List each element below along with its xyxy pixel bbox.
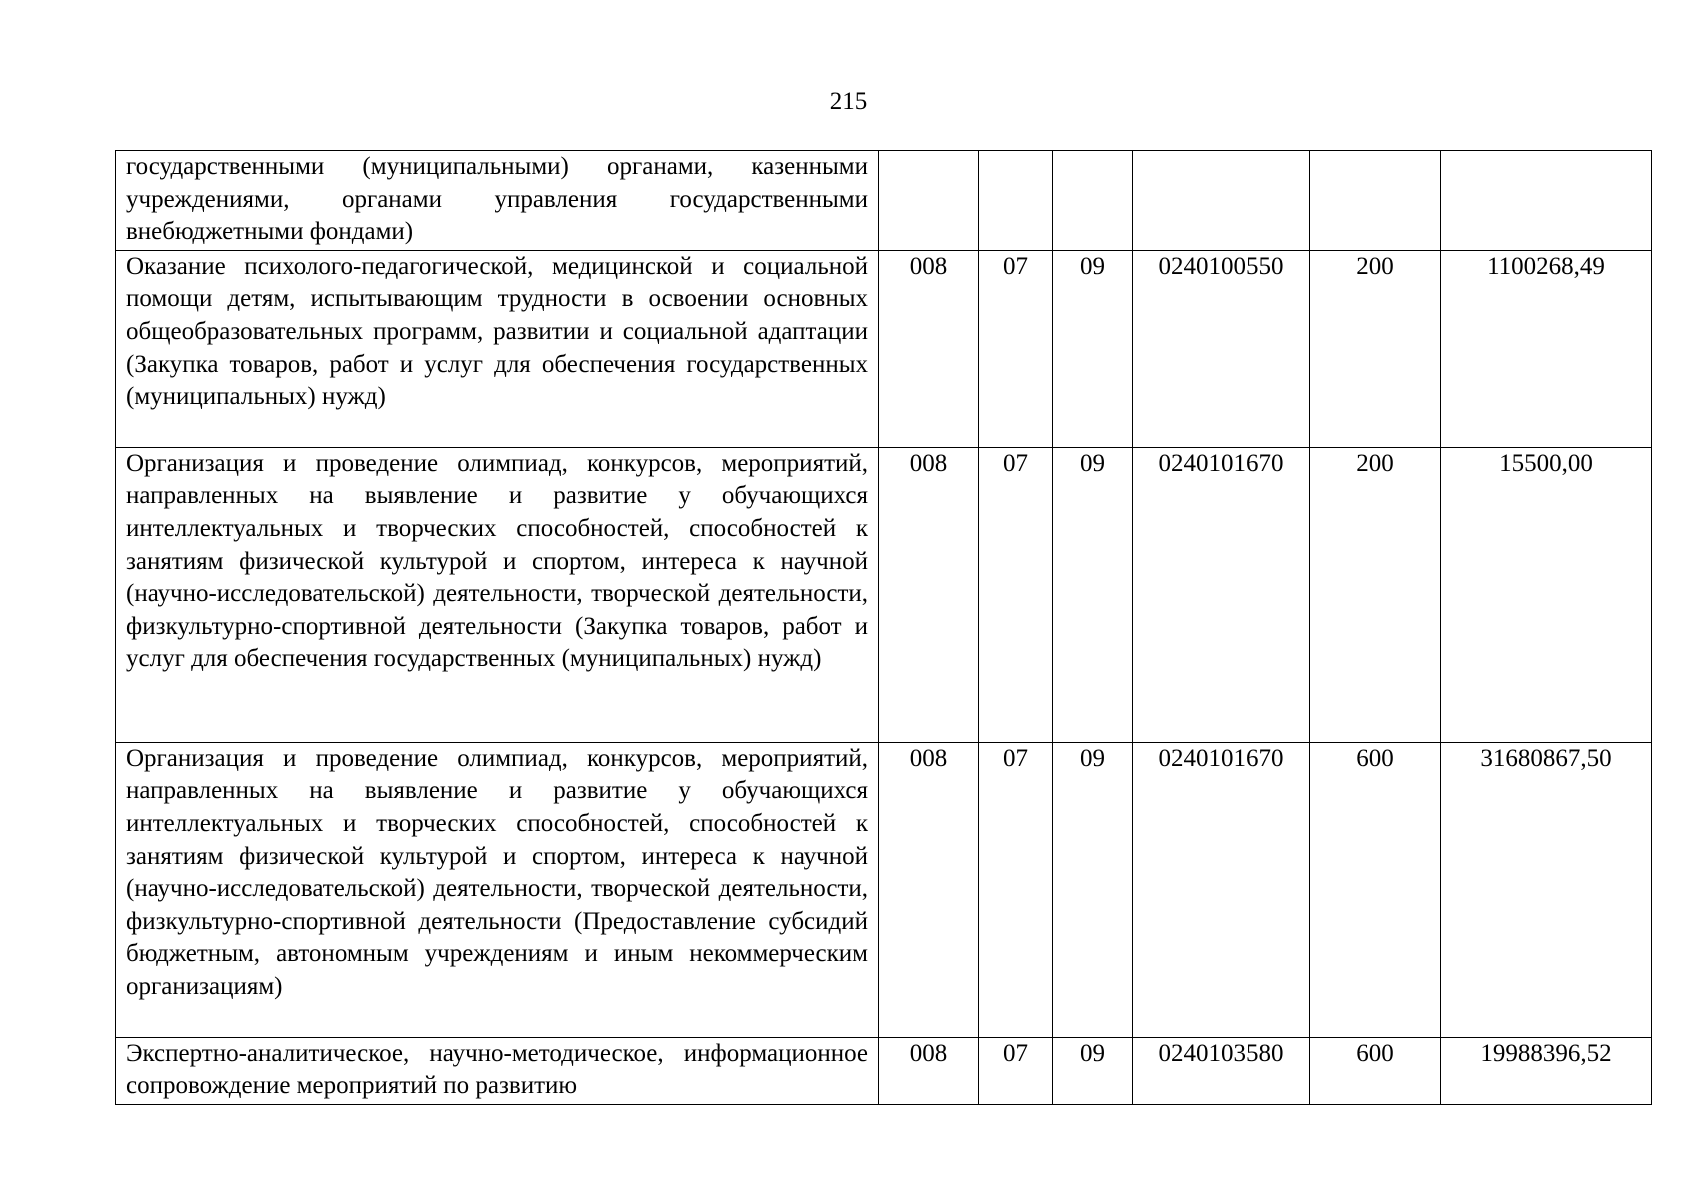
subsection-code: 09 bbox=[1053, 742, 1133, 1037]
section-code: 07 bbox=[979, 1037, 1053, 1104]
table-row bbox=[116, 250, 1652, 447]
expense-type-code bbox=[1310, 151, 1441, 251]
expense-type-code: 600 bbox=[1310, 1037, 1441, 1104]
target-article-code: 0240100550 bbox=[1133, 250, 1310, 447]
table-row bbox=[116, 742, 1652, 1037]
row-description: Оказание психолого-педагогической, медицинской и социальной помощи детям, испытывающим трудности в освоении основных общеобразовательных программ, развитии и социальной адаптации (Закупка товаров, работ и услуг для обеспечения государственных (муниципальных) нужд) bbox=[116, 250, 879, 447]
target-article-code bbox=[1133, 151, 1310, 251]
ministry-code: 008 bbox=[879, 250, 979, 447]
page-number: 215 bbox=[829, 88, 868, 115]
table-row bbox=[116, 1037, 1652, 1104]
row-description: Организация и проведение олимпиад, конкурсов, мероприятий, направленных на выявление и развитие у обучающихся интеллектуальных и творческих способностей, способностей к занятиям физической культурой и спортом, интереса к научной (научно-исследовательской) деятельности, творческой деятельности, физкультурно-спортивной деятельности (Предоставление субсидий бюджетным, автономным учреждениям и иным некоммерческим организациям) bbox=[116, 742, 879, 1037]
section-code: 07 bbox=[979, 447, 1053, 742]
amount: 31680867,50 bbox=[1441, 742, 1652, 1037]
subsection-code: 09 bbox=[1053, 250, 1133, 447]
subsection-code: 09 bbox=[1053, 1037, 1133, 1104]
amount: 1100268,49 bbox=[1441, 250, 1652, 447]
expense-type-code: 200 bbox=[1310, 250, 1441, 447]
target-article-code: 0240101670 bbox=[1133, 447, 1310, 742]
subsection-code: 09 bbox=[1053, 447, 1133, 742]
subsection-code bbox=[1053, 151, 1133, 251]
amount: 15500,00 bbox=[1441, 447, 1652, 742]
expense-type-code: 600 bbox=[1310, 742, 1441, 1037]
ministry-code bbox=[879, 151, 979, 251]
ministry-code: 008 bbox=[879, 1037, 979, 1104]
table-row bbox=[116, 151, 1652, 251]
ministry-code: 008 bbox=[879, 742, 979, 1037]
section-code: 07 bbox=[979, 250, 1053, 447]
ministry-code: 008 bbox=[879, 447, 979, 742]
amount: 19988396,52 bbox=[1441, 1037, 1652, 1104]
row-description: Организация и проведение олимпиад, конкурсов, мероприятий, направленных на выявление и развитие у обучающихся интеллектуальных и творческих способностей, способностей к занятиям физической культурой и спортом, интереса к научной (научно-исследовательской) деятельности, творческой деятельности, физкультурно-спортивной деятельности (Закупка товаров, работ и услуг для обеспечения государственных (муниципальных) нужд) bbox=[116, 447, 879, 742]
row-description: государственными (муниципальными) органами, казенными учреждениями, органами управления государственными внебюджетными фондами) bbox=[116, 151, 879, 251]
target-article-code: 0240103580 bbox=[1133, 1037, 1310, 1104]
section-code bbox=[979, 151, 1053, 251]
row-description: Экспертно-аналитическое, научно-методическое, информационное сопровождение мероприятий по развитию bbox=[116, 1037, 879, 1104]
expense-type-code: 200 bbox=[1310, 447, 1441, 742]
table-row bbox=[116, 447, 1652, 742]
budget-table bbox=[115, 150, 1652, 1105]
section-code: 07 bbox=[979, 742, 1053, 1037]
amount bbox=[1441, 151, 1652, 251]
target-article-code: 0240101670 bbox=[1133, 742, 1310, 1037]
